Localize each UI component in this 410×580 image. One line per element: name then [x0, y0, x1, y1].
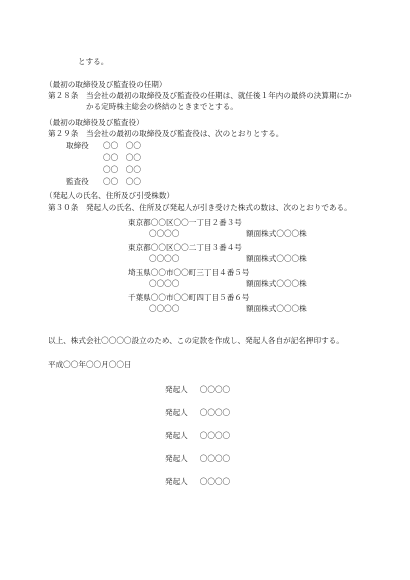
- founder-shares: 額面株式〇〇〇株: [246, 229, 307, 238]
- article-28-heading: （最初の取締役及び監査役の任期）: [45, 80, 167, 89]
- director-name: 〇〇 〇〇: [103, 153, 141, 162]
- signature-label: 発起人: [165, 408, 188, 417]
- signature-label: 発起人: [165, 454, 188, 463]
- signature-line: [165, 477, 230, 487]
- founder-name: 〇〇〇〇: [149, 254, 180, 263]
- signature-line: [165, 385, 230, 395]
- auditor-label: 監査役: [66, 177, 89, 186]
- article-30-text-line-1: 第３０条 発起人の氏名、住所及び発起人が引き受けた株式の数は、次のとおりである。: [48, 203, 352, 212]
- founder-name: 〇〇〇〇: [149, 304, 180, 313]
- founder-name: 〇〇〇〇: [149, 229, 180, 238]
- founder-address: 東京都〇〇区〇〇一丁目２番３号: [128, 218, 242, 227]
- continuation-text: とする。: [78, 57, 109, 66]
- signature-name: 〇〇〇〇: [199, 477, 231, 486]
- signature-line: [165, 454, 230, 464]
- article-28-text-line-1: 第２８条 当会社の最初の取締役及び監査役の任期は、就任後１年内の最終の決算期にか: [48, 91, 352, 100]
- signature-line: [165, 431, 230, 441]
- founder-address: 東京都〇〇区〇〇二丁目３番４号: [128, 243, 242, 252]
- article-30-heading: （発起人の氏名、住所及び引受株数）: [45, 191, 175, 200]
- auditor-name: 〇〇 〇〇: [103, 177, 141, 186]
- director-name: 〇〇 〇〇: [103, 141, 141, 150]
- signature-label: 発起人: [165, 431, 188, 440]
- signature-name: 〇〇〇〇: [199, 454, 231, 463]
- signature-line: [165, 408, 230, 418]
- closing-statement: 以上、株式会社〇〇〇〇設立のため、この定款を作成し、発起人各自が記名押印する。: [48, 336, 344, 345]
- founder-address: 埼玉県〇〇市〇〇町三丁目４番５号: [128, 268, 250, 277]
- signature-name: 〇〇〇〇: [199, 408, 231, 417]
- directors-label: 取締役: [66, 141, 89, 150]
- article-29-text-line-1: 第２９条 当会社の最初の取締役及び監査役は、次のとおりとする。: [48, 129, 284, 138]
- founder-shares: 額面株式〇〇〇株: [246, 304, 307, 313]
- signature-name: 〇〇〇〇: [199, 431, 231, 440]
- signature-name: 〇〇〇〇: [199, 385, 231, 394]
- founder-name: 〇〇〇〇: [149, 279, 180, 288]
- signature-label: 発起人: [165, 477, 188, 486]
- founder-shares: 額面株式〇〇〇株: [246, 254, 307, 263]
- director-name: 〇〇 〇〇: [103, 165, 141, 174]
- article-29-heading: （最初の取締役及び監査役）: [45, 118, 144, 127]
- document-date: 平成〇〇年〇〇月〇〇日: [48, 360, 132, 369]
- founder-address: 千葉県〇〇市〇〇町四丁目５番６号: [128, 293, 250, 302]
- signature-label: 発起人: [165, 385, 188, 394]
- article-28-text-line-2: かる定時株主総会の終結のときまでとする。: [86, 102, 238, 111]
- founder-shares: 額面株式〇〇〇株: [246, 279, 307, 288]
